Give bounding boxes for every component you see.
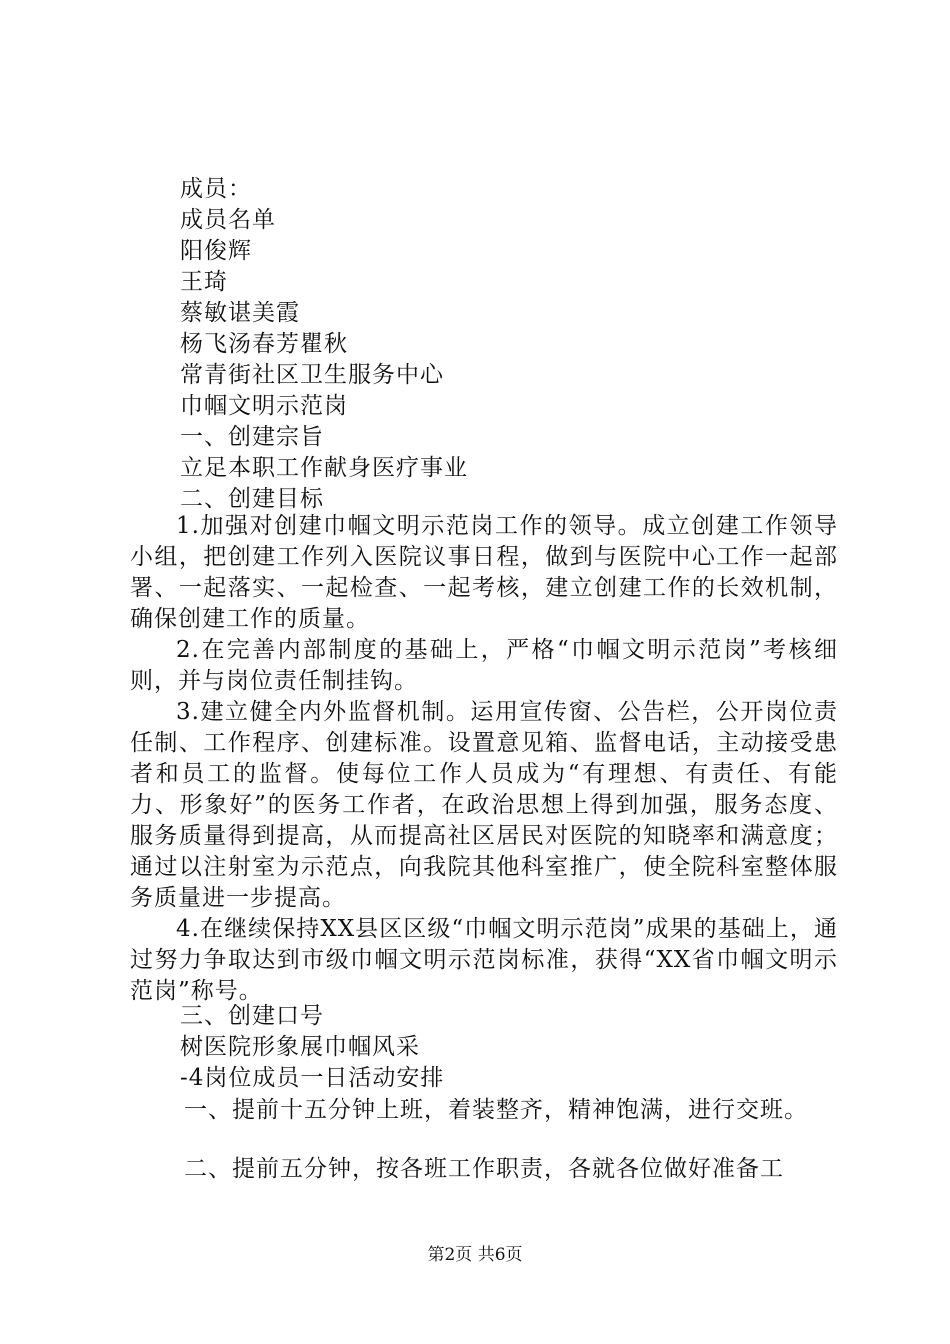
organization-name: 常青街社区卫生服务中心 xyxy=(180,362,444,388)
member-name-1: 阳俊辉 xyxy=(180,238,252,264)
member-name-4: 杨飞汤春芳瞿秋 xyxy=(180,331,348,357)
member-name-2: 王琦 xyxy=(180,269,228,295)
goal-paragraph-4: 4.在继续保持XX县区区级“巾帼文明示范岗”成果的基础上，通过努力争取达到市级巾帼文明示范岗标准，获得“XX省巾帼文明示范岗”称号。 xyxy=(130,916,838,1004)
post-title: 巾帼文明示范岗 xyxy=(180,393,348,419)
member-name-3: 蔡敏谌美霞 xyxy=(180,300,300,326)
goal-paragraph-2: 2.在完善内部制度的基础上，严格“巾帼文明示范岗”考核细则，并与岗位责任制挂钩。 xyxy=(130,637,838,694)
section-heading-slogan: 三、创建口号 xyxy=(180,1003,324,1029)
schedule-item-2: 二、提前五分钟，按各班工作职责，各就各位做好准备工 xyxy=(184,1156,784,1182)
goal-paragraph-3: 3.建立健全内外监督机制。运用宣传窗、公告栏，公开岗位责任制、工作程序、创建标准。设置意见箱、监督电话，主动接受患者和员工的监督。使每位工作人员成为“有理想、有责任、有能力、形象好”的医务工作者，在政治思想上得到加强，服务态度、服务质量得到提高，从而提高社区居民对医院的知晓率和满意度；通过以注射室为示范点，向我院其他科室推广，使全院科室整体服务质量进一步提高。 xyxy=(130,699,838,911)
schedule-item-1: 一、提前十五分钟上班，着装整齐，精神饱满，进行交班。 xyxy=(184,1097,808,1123)
slogan-text: 树医院形象展巾帼风采 xyxy=(180,1034,420,1060)
goal-paragraph-1: 1.加强对创建巾帼文明示范岗工作的领导。成立创建工作领导小组，把创建工作列入医院议事日程，做到与医院中心工作一起部署、一起落实、一起检查、一起考核，建立创建工作的长效机制，确保创建工作的质量。 xyxy=(130,513,838,632)
section-heading-goals: 二、创建目标 xyxy=(180,486,324,512)
section-heading-purpose: 一、创建宗旨 xyxy=(180,424,324,450)
page-number-footer: 第2页 共6页 xyxy=(427,1245,523,1265)
daily-schedule-heading: -4岗位成员一日活动安排 xyxy=(180,1065,445,1091)
purpose-text: 立足本职工作献身医疗事业 xyxy=(180,455,468,481)
member-list-heading: 成员名单 xyxy=(180,207,276,233)
members-heading: 成员： xyxy=(180,176,252,202)
